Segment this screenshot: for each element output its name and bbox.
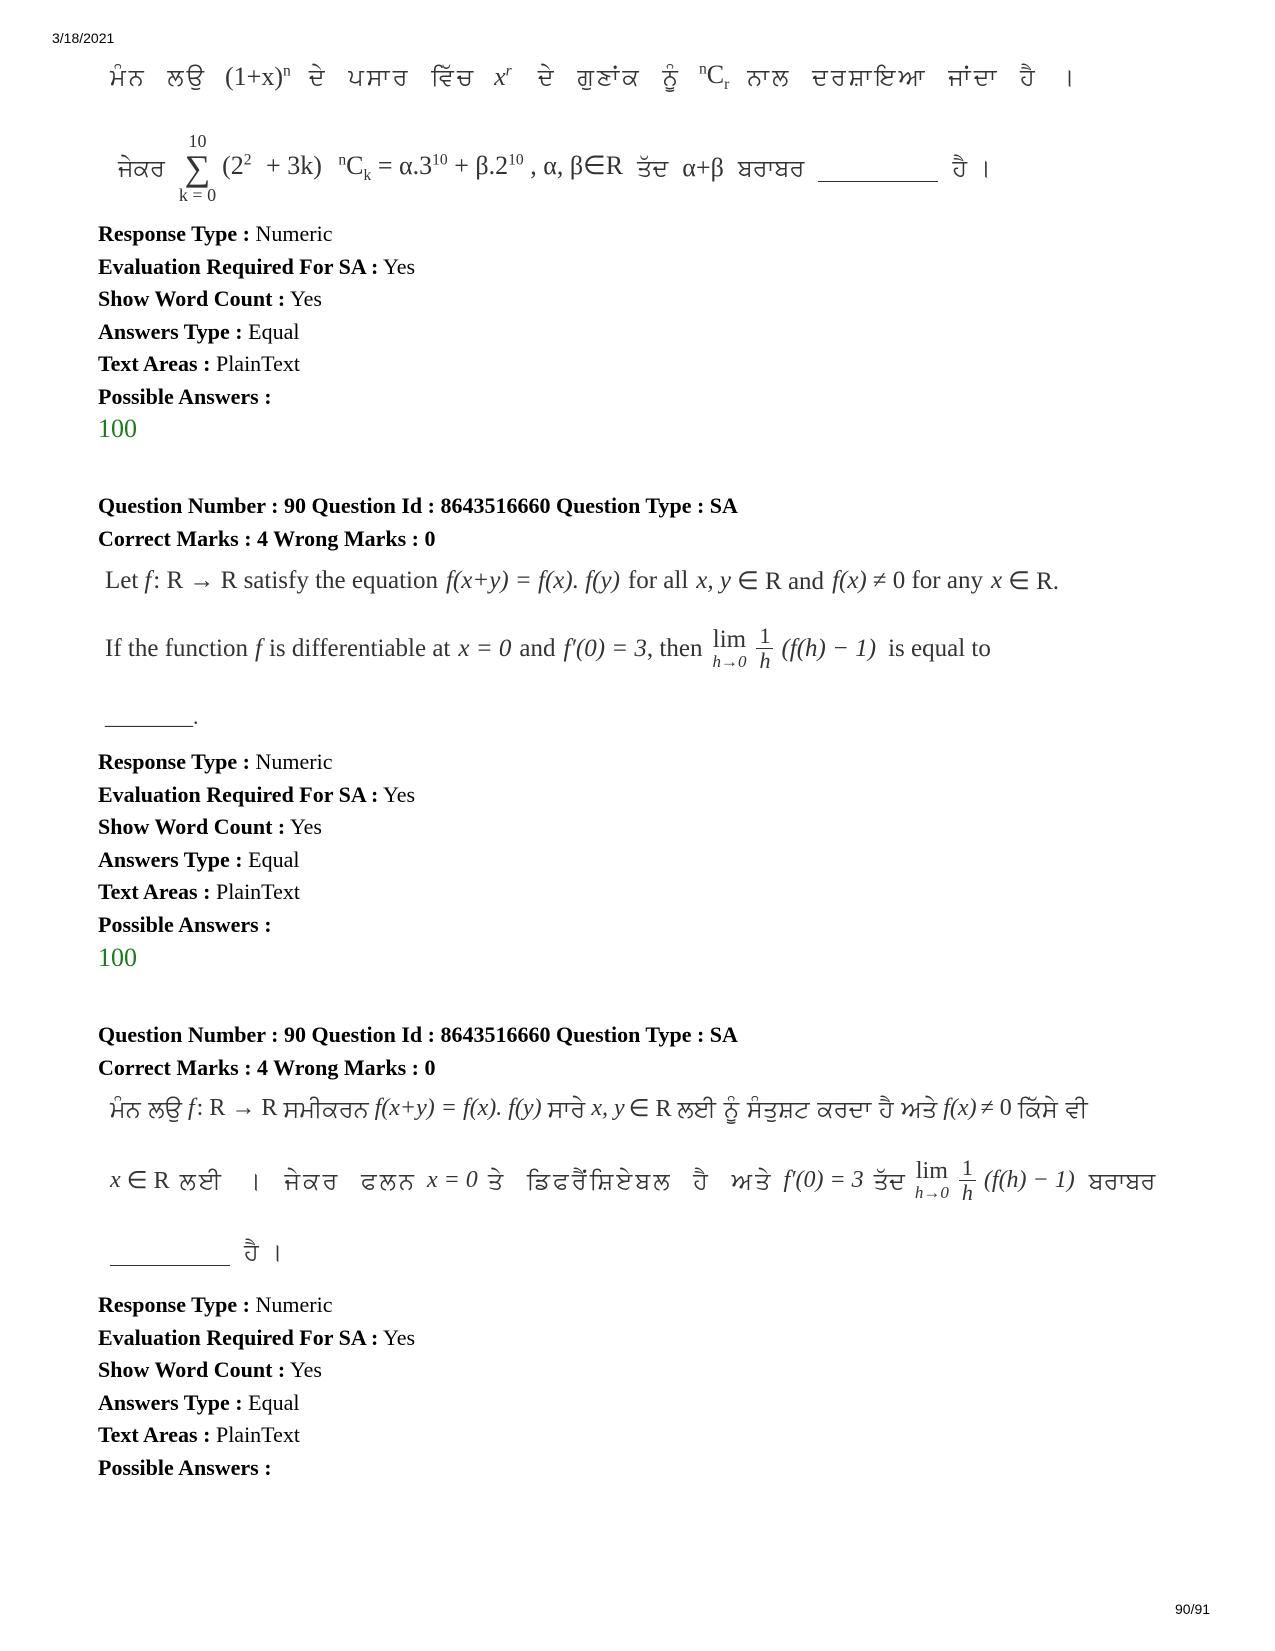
metadata-row: Possible Answers :	[98, 1454, 272, 1480]
print-date: 3/18/2021	[52, 30, 115, 46]
metadata-row: Text Areas : PlainText	[98, 879, 300, 904]
metadata-row: Show Word Count : Yes	[98, 814, 322, 839]
punjabi-text: ਬਰਾਬਰ	[737, 154, 805, 182]
math-expression: α+β	[682, 153, 724, 182]
metadata-row: Response Type : Numeric	[98, 749, 333, 774]
metadata-row: Text Areas : PlainText	[98, 351, 300, 376]
metadata-row: Evaluation Required For SA : Yes	[98, 781, 416, 807]
punjabi-text: ਦੇ ਪਸਾਰ ਵਿੱਚ	[308, 63, 477, 92]
answer-blank	[110, 1239, 230, 1266]
punjabi-text: ਸਾਰੇ	[547, 1094, 586, 1123]
question-metadata	[98, 746, 415, 941]
answer-blank: ________.	[105, 704, 199, 729]
metadata-row: Answers Type : Equal	[98, 846, 300, 872]
punjabi-text: ਦੇ ਗੁਣਾਂਕ ਨੂੰ	[537, 63, 681, 92]
fraction: $\frac{1}{h}$	[756, 624, 773, 673]
question-text-line	[118, 132, 991, 204]
punjabi-text: ਬਰਾਬਰ	[1088, 1166, 1156, 1195]
math-variable: $x^r$	[494, 62, 512, 92]
answer-blank	[818, 155, 938, 182]
question-text-line: ਮੰਨ ਲਉ f : R → R ਸਮੀਕਰਨ f(x+y) = f(x). f(y) ਸਾਰੇ x, y ∈ R ਲਈ ਨੂੰ ਸੰਤੁਸ਼ਟ ਕਰਦਾ ਹੈ ਅਤੇ f(x) ≠ 0 ਕਿੱਸੇ ਵੀ	[110, 1094, 1088, 1123]
metadata-row: Answers Type : Equal	[98, 1389, 300, 1415]
punjabi-text: ਹੈ ।	[244, 1238, 283, 1266]
question-metadata	[98, 1289, 415, 1484]
metadata-row: Show Word Count : Yes	[98, 286, 322, 311]
punjabi-text: ਸਮੀਕਰਨ	[283, 1094, 369, 1123]
limit-operator: lim h→0	[914, 1158, 949, 1203]
page-number: 90/91	[1175, 1601, 1211, 1617]
question-text-line	[110, 1238, 283, 1266]
punjabi-text: ਤੱਦ	[637, 154, 669, 182]
question-text-line: Let f : R → R satisfy the equation f(x+y) = f(x). f(y) for all x, y ∈ R and f(x) ≠ 0 for any x ∈ R.	[105, 567, 1060, 595]
metadata-row: Answers Type : Equal	[98, 318, 300, 344]
metadata-row: Possible Answers :	[98, 911, 272, 937]
metadata-row: Response Type : Numeric	[98, 221, 333, 246]
question-header: Question Number : 90 Question Id : 8643516660 Question Type : SA Correct Marks : 4 Wrong Marks : 0	[98, 493, 738, 551]
math-expression: $(1+x)^n$	[225, 62, 291, 92]
question-text-line: x ∈ R ਲਈ । ਜੇਕਰ ਫਲਨ x = 0 ਤੇ ਡਿਫਰੈਂਸ਼ਿਏਬਲ ਹੈ ਅਤੇ f′(0) = 3 ਤੱਦ lim h→0 $\frac{1}{h}$ (f(h) − 1) ਬਰਾਬਰ	[110, 1155, 1156, 1206]
possible-answer: 100	[98, 943, 137, 972]
binomial-coefficient: $^nC_r$	[698, 60, 730, 94]
punjabi-text: ਨਾਲ ਦਰਸ਼ਾਇਆ ਜਾਂਦਾ ਹੈ ।	[747, 63, 1078, 92]
metadata-row: Response Type : Numeric	[98, 1292, 333, 1317]
metadata-row: Possible Answers :	[98, 383, 272, 409]
punjabi-text: ਕਿੱਸੇ ਵੀ	[1017, 1094, 1088, 1123]
punjabi-text: ਹੈ ।	[952, 154, 991, 182]
math-expression: $(2^2 + 3k) ^nC_k = \alpha.3^{10} + \beta.2^{10}$ , α, β∈R	[222, 150, 624, 185]
punjabi-text: ਲਈ । ਜੇਕਰ ਫਲਨ	[179, 1166, 417, 1195]
punjabi-text: ਮੰਨ ਲਉ	[110, 63, 207, 92]
fraction: $\frac{1}{h}$	[959, 1156, 976, 1205]
punjabi-text: ਤੇ ਡਿਫਰੈਂਸ਼ਿਏਬਲ ਹੈ ਅਤੇ	[487, 1166, 774, 1195]
metadata-row: Text Areas : PlainText	[98, 1422, 300, 1447]
punjabi-text: ਜੇਕਰ	[118, 154, 165, 182]
question-text-line	[110, 60, 1078, 94]
question-metadata	[98, 218, 415, 413]
metadata-row: Show Word Count : Yes	[98, 1357, 322, 1382]
punjabi-text: ਲਈ ਨੂੰ ਸੰਤੁਸ਼ਟ ਕਰਦਾ ਹੈ ਅਤੇ	[677, 1094, 938, 1123]
question-text-line: If the function f is differentiable at x = 0 and f′(0) = 3 , then lim h→0 $\frac{1}{h}$ (f(h) − 1) is equal to	[105, 623, 991, 674]
question-header: Question Number : 90 Question Id : 8643516660 Question Type : SA Correct Marks : 4 Wrong Marks : 0	[98, 1022, 738, 1080]
punjabi-text: ਤੱਦ	[873, 1166, 905, 1195]
punjabi-text: ਮੰਨ ਲਉ	[110, 1094, 182, 1123]
limit-operator: lim h→0	[712, 625, 747, 671]
possible-answer: 100	[98, 414, 137, 443]
summation-symbol: 10 ∑ k = 0	[178, 131, 217, 205]
metadata-row: Evaluation Required For SA : Yes	[98, 253, 416, 279]
metadata-row: Evaluation Required For SA : Yes	[98, 1324, 416, 1350]
